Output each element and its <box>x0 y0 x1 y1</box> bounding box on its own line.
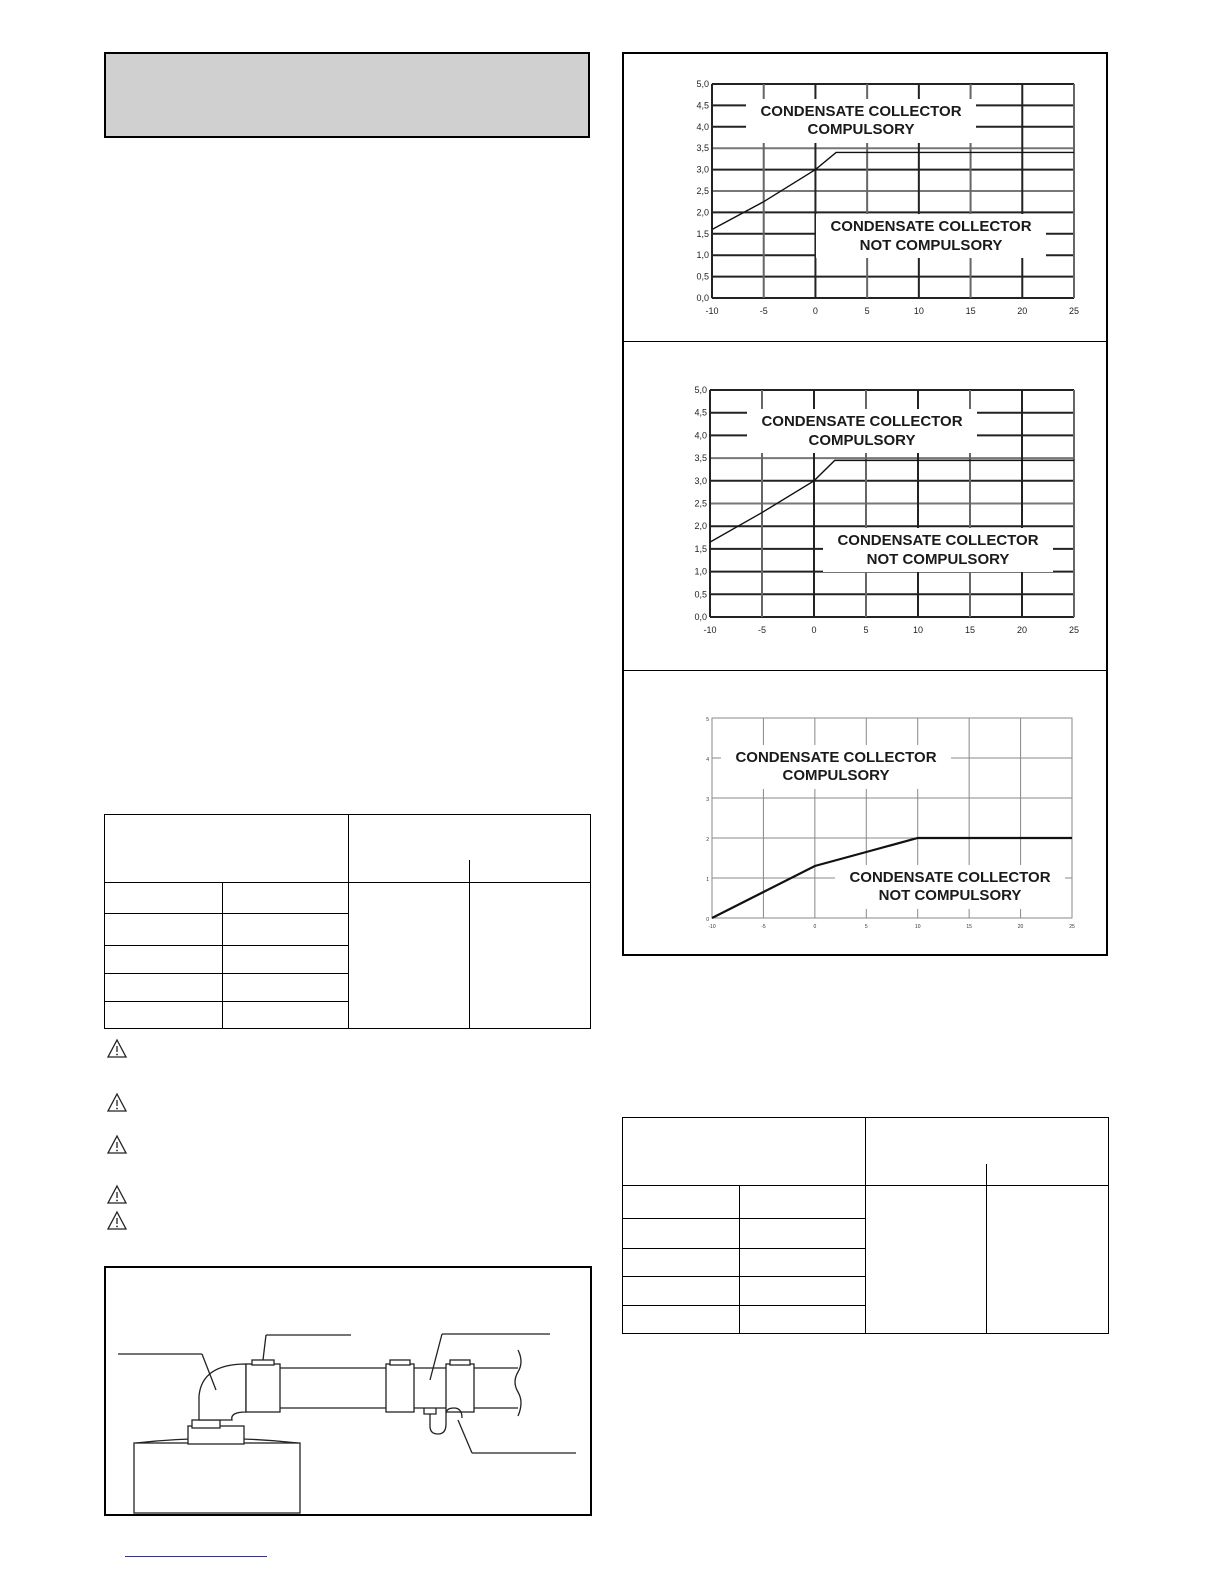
y-tick-label: 0,0 <box>696 293 709 303</box>
y-tick-label: 4,5 <box>696 100 709 111</box>
region-label-compulsory: COMPULSORY <box>782 767 890 784</box>
y-tick-label: 3,5 <box>696 143 709 154</box>
chart-2 <box>694 385 1079 635</box>
table-divider <box>105 1001 348 1002</box>
y-tick-label: 3 <box>706 797 709 803</box>
x-tick-label: 25 <box>1068 306 1080 316</box>
x-tick-label: 5 <box>864 924 868 930</box>
warning-icon <box>106 1184 128 1206</box>
warning-icon <box>106 1092 128 1114</box>
region-label-not-compulsory: NOT COMPULSORY <box>878 887 1022 904</box>
y-tick-label: 3,0 <box>696 164 709 175</box>
y-tick-label: 2,5 <box>696 186 709 196</box>
table-divider <box>348 815 349 1028</box>
x-tick-label: 20 <box>1017 924 1024 930</box>
y-tick-label: 0 <box>706 917 709 923</box>
y-tick-label: 0,0 <box>694 612 707 622</box>
y-tick-label: 2 <box>706 837 709 843</box>
warning-icon <box>106 1210 128 1232</box>
region-label-not-compulsory: NOT COMPULSORY <box>859 237 1003 254</box>
x-tick-label: 5 <box>864 306 870 316</box>
section-header-box <box>104 52 590 138</box>
x-tick-label: 10 <box>914 924 921 930</box>
region-label-compulsory: CONDENSATE COLLECTOR <box>760 103 962 120</box>
y-tick-label: 4,5 <box>694 407 707 418</box>
table-divider <box>623 1305 865 1306</box>
table-divider <box>623 1248 865 1249</box>
y-tick-label: 2,0 <box>694 521 707 532</box>
y-tick-label: 3,0 <box>694 475 707 486</box>
y-tick-label: 4,0 <box>696 121 709 132</box>
x-tick-label: 15 <box>965 306 976 316</box>
table-divider <box>105 882 590 883</box>
chart-1 <box>696 79 1079 316</box>
table-divider <box>739 1185 740 1333</box>
y-tick-label: 5,0 <box>696 79 709 89</box>
x-tick-label: 0 <box>811 625 817 635</box>
flue-condensate-diagram <box>106 1268 590 1514</box>
y-tick-label: 5,0 <box>694 385 707 395</box>
chart-3 <box>706 717 1075 930</box>
region-label-compulsory: COMPULSORY <box>807 121 915 138</box>
x-tick-label: 0 <box>813 924 817 930</box>
x-tick-label: 10 <box>912 625 924 635</box>
x-tick-label: 10 <box>913 306 924 316</box>
length-table-right <box>622 1117 1109 1334</box>
table-divider <box>623 1185 1108 1186</box>
x-tick-label: -5 <box>761 924 766 930</box>
x-tick-label: 25 <box>1068 625 1080 635</box>
warning-icon <box>106 1134 128 1156</box>
x-tick-label: -10 <box>703 625 717 635</box>
y-tick-label: 1,5 <box>696 228 709 239</box>
table-divider <box>222 882 223 1028</box>
y-tick-label: 1,0 <box>696 250 709 261</box>
y-tick-label: 5 <box>706 717 709 723</box>
x-tick-label: -5 <box>757 625 767 635</box>
y-tick-label: 2,5 <box>694 498 707 509</box>
table-divider <box>105 945 348 946</box>
y-tick-label: 4 <box>706 757 709 763</box>
region-label-compulsory: CONDENSATE COLLECTOR <box>735 749 937 766</box>
y-tick-label: 1,0 <box>694 566 707 577</box>
footer-link-underline[interactable] <box>125 1556 267 1557</box>
y-tick-label: 4,0 <box>694 430 707 441</box>
length-table-left <box>104 814 591 1029</box>
warning-icon <box>106 1038 128 1060</box>
table-divider <box>105 913 348 914</box>
flue-diagram-box <box>104 1266 592 1516</box>
chart-panel <box>622 52 1108 956</box>
table-divider <box>623 1218 865 1219</box>
y-tick-label: 0,5 <box>694 589 707 600</box>
y-tick-label: 2,0 <box>696 207 709 218</box>
table-divider <box>623 1276 865 1277</box>
table-divider <box>469 860 470 1028</box>
x-tick-label: 15 <box>964 625 976 635</box>
x-tick-label: 20 <box>1017 306 1028 316</box>
x-tick-label: 20 <box>1016 625 1028 635</box>
table-divider <box>865 1118 866 1333</box>
x-tick-label: 5 <box>863 625 869 635</box>
x-tick-label: -5 <box>759 306 768 316</box>
y-tick-label: 1 <box>706 877 709 883</box>
x-tick-label: -10 <box>708 924 716 930</box>
charts-svg <box>624 54 1106 954</box>
table-divider <box>105 973 348 974</box>
region-label-not-compulsory: CONDENSATE COLLECTOR <box>830 218 1032 235</box>
region-label-not-compulsory: CONDENSATE COLLECTOR <box>837 532 1039 549</box>
y-tick-label: 0,5 <box>696 271 709 282</box>
x-tick-label: 25 <box>1069 924 1075 930</box>
x-tick-label: 15 <box>966 924 972 930</box>
y-tick-label: 1,5 <box>694 543 707 554</box>
x-tick-label: 0 <box>812 306 818 316</box>
region-label-compulsory: COMPULSORY <box>808 432 916 449</box>
region-label-not-compulsory: CONDENSATE COLLECTOR <box>849 869 1051 886</box>
table-divider <box>986 1164 987 1333</box>
region-label-not-compulsory: NOT COMPULSORY <box>866 551 1010 568</box>
region-label-compulsory: CONDENSATE COLLECTOR <box>761 413 963 430</box>
x-tick-label: -10 <box>705 306 719 316</box>
y-tick-label: 3,5 <box>694 453 707 464</box>
